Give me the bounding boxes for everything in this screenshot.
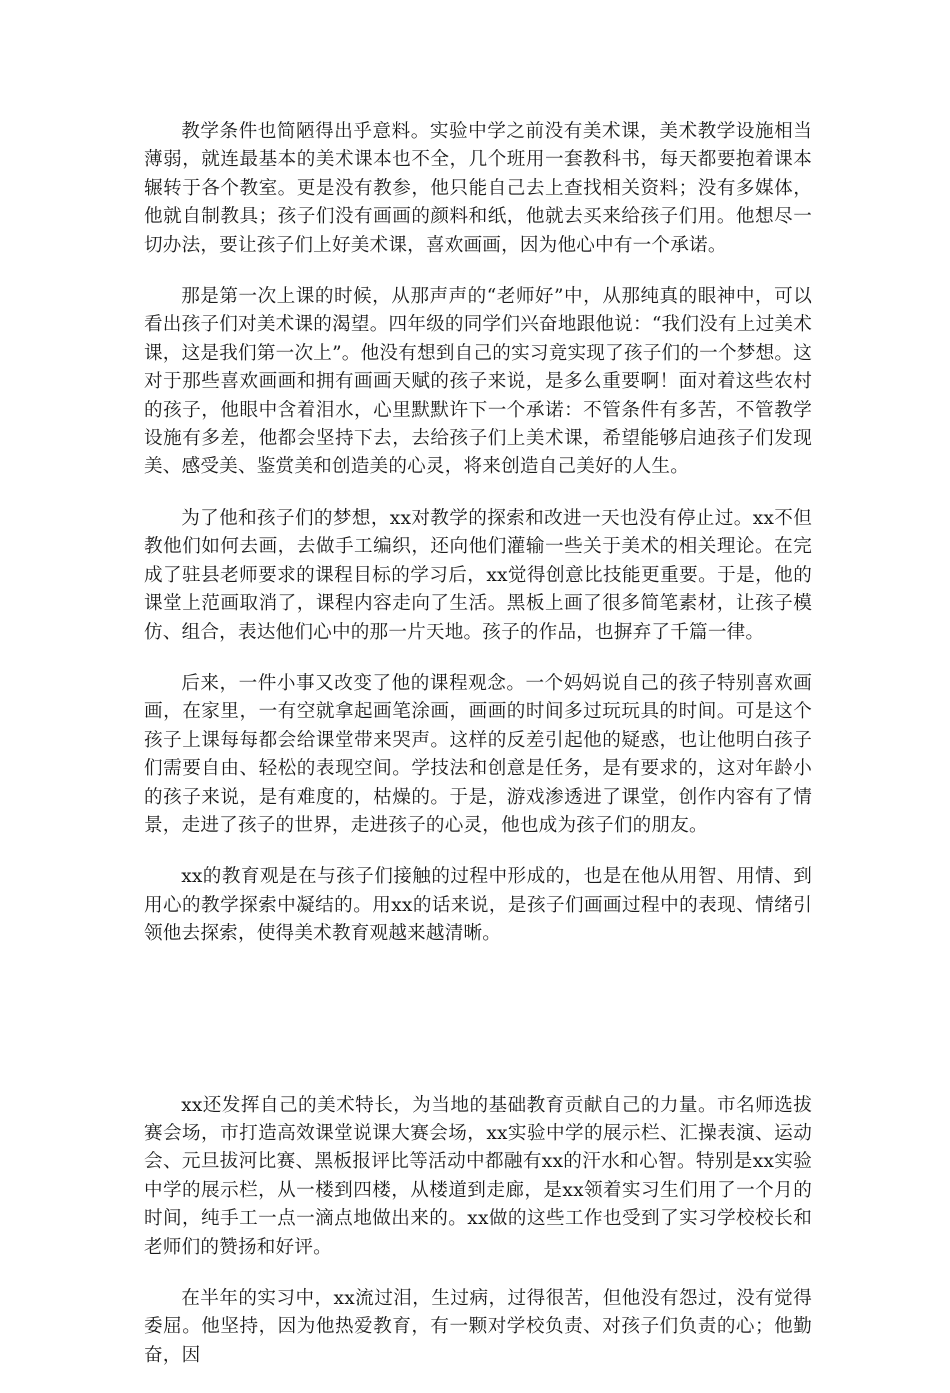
paragraph-art-specialty: xx还发挥自己的美术特长，为当地的基础教育贡献自己的力量。市名师选拔赛会场，市打造高效课堂说课大赛会场，xx实验中学的展示栏、汇操表演、运动会、元旦拔河比赛、黑板报评比等活动中都融有xx的汗水和心智。特别是xx实验中学的展示栏，从一楼到四楼，从楼道到走廊，是xx领着实习生们用了一个月的时间，纯手工一点一滴点地做出来的。xx做的这些工作也受到了实习学校校长和老师们的赞扬和好评。 xyxy=(144,1094,812,1258)
paragraph-teaching-exploration: 为了他和孩子们的梦想，xx对教学的探索和改进一天也没有停止过。xx不但教他们如何去画，去做手工编织，还向他们灌输一些关于美术的相关理论。在完成了驻县老师要求的课程目标的学习后，xx觉得创意比技能更重要。于是，他的课堂上范画取消了，课程内容走向了生活。黑板上画了很多简笔素材，让孩子模仿、组合，表达他们心中的那一片天地。孩子的作品，也摒弃了千篇一律。 xyxy=(144,507,812,643)
paragraph-education-view: xx的教育观是在与孩子们接触的过程中形成的，也是在他从用智、用情、到用心的教学探索中凝结的。用xx的话来说，是孩子们画画过程中的表现、情绪引领他去探索，使得美术教育观越来越清晰。 xyxy=(144,866,812,945)
paragraph-first-class: 那是第一次上课的时候，从那声声的“老师好”中，从那纯真的眼神中，可以看出孩子们对美术课的渴望。四年级的同学们兴奋地跟他说：“我们没有上过美术课，这是我们第一次上”。他没有想到自己的实习竟实现了孩子们的一个梦想。这对于那些喜欢画画和拥有画画天赋的孩子来说，是多么重要啊！面对着这些农村的孩子，他眼中含着泪水，心里默默许下一个承诺：不管条件有多苦，不管教学设施有多差，他都会坚持下去，去给孩子们上美术课，希望能够启迪孩子们发现美、感受美、鉴赏美和创造美的心灵，将来创造自己美好的人生。 xyxy=(144,286,812,478)
paragraph-curriculum-change: 后来，一件小事又改变了他的课程观念。一个妈妈说自己的孩子特别喜欢画画，在家里，一有空就拿起画笔涂画，画画的时间多过玩玩具的时间。可是这个孩子上课每每都会给课堂带来哭声。这样的反差引起他的疑惑，也让他明白孩子们需要自由、轻松的表现空间。学技法和创意是任务，是有要求的，这对年龄小的孩子来说，是有难度的，枯燥的。于是，游戏渗透进了课堂，创作内容有了情景，走进了孩子的世界，走进孩子的心灵，他也成为孩子们的朋友。 xyxy=(144,672,812,836)
document-page xyxy=(144,118,812,1393)
paragraph-teaching-conditions: 教学条件也简陋得出乎意料。实验中学之前没有美术课，美术教学设施相当薄弱，就连最基本的美术课本也不全，几个班用一套教科书，每天都要抱着课本辗转于各个教室。更是没有教参，他只能自己去上查找相关资料；没有多媒体，他就自制教具；孩子们没有画画的颜料和纸，他就去买来给孩子们用。他想尽一切办法，要让孩子们上好美术课，喜欢画画，因为他心中有一个承诺。 xyxy=(144,121,812,256)
paragraph-internship-hardship: 在半年的实习中，xx流过泪，生过病，过得很苦，但他没有怨过，没有觉得委屈。他坚持，因为他热爱教育，有一颗对学校负责、对孩子们负责的心；他勤奋，因 xyxy=(144,1288,812,1366)
page-break-gap xyxy=(144,972,812,1092)
